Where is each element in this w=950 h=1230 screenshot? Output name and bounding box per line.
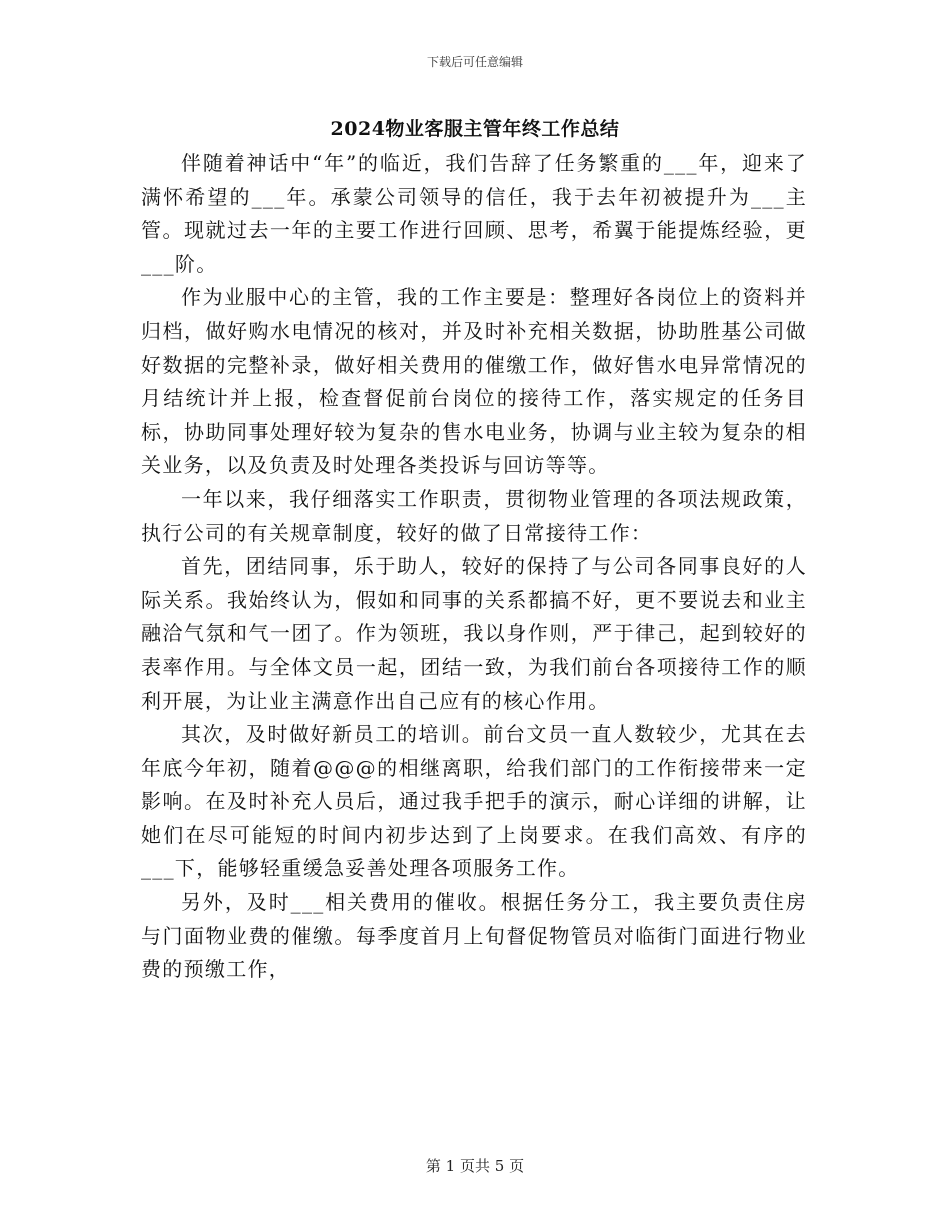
document-title: 2024物业客服主管年终工作总结: [330, 118, 620, 140]
paragraph-duties: 作为业服中心的主管，我的工作主要是：整理好各岗位上的资料并归档，做好购水电情况的核对，并及时补充相关数据，协助胜基公司做好数据的完整补录，做好相关费用的催缴工作，做好售水电异常情况的月结统计并上报，检查督促前台岗位的接待工作，落实规定的任务目标，协助同事处理好较为复杂的售水电业务，协调与业主较为复杂的相关业务，以及负责及时处理各类投诉与回访等等。: [141, 285, 807, 478]
paragraph-first: 首先，团结同事，乐于助人，较好的保持了与公司各同事良好的人际关系。我始终认为，假如和同事的关系都搞不好，更不要说去和业主融洽气氛和气一团了。作为领班，我以身作则，严于律己，起到较好的表率作用。与全体文员一起，团结一致，为我们前台各项接待工作的顺利开展，为让业主满意作出自己应有的核心作用。: [141, 554, 807, 713]
document-body: [141, 147, 807, 987]
header-note: 下载后可任意编辑: [426, 55, 523, 69]
paragraph-intro: 伴随着神话中“年”的临近，我们告辞了任务繁重的___年，迎来了满怀希望的___年。承蒙公司领导的信任，我于去年初被提升为___主管。现就过去一年的主要工作进行回顾、思考，希翼于能提炼经验，更___阶。: [141, 151, 807, 276]
paragraph-second: 其次，及时做好新员工的培训。前台文员一直人数较少，尤其在去年底今年初，随着@@@的相继离职，给我们部门的工作衔接带来一定影响。在及时补充人员后，通过我手把手的演示，耐心详细的讲解，让她们在尽可能短的时间内初步达到了上岗要求。在我们高效、有序的___下，能够轻重缓急妥善处理各项服务工作。: [141, 722, 807, 881]
paragraph-summary: 一年以来，我仔细落实工作职责，贯彻物业管理的各项法规政策，执行公司的有关规章制度，较好的做了日常接待工作：: [141, 486, 807, 545]
paragraph-third: 另外，及时___相关费用的催收。根据任务分工，我主要负责住房与门面物业费的催缴。每季度首月上旬督促物管员对临街门面进行物业费的预缴工作，: [141, 890, 807, 982]
page-number: 第 1 页共 5 页: [425, 1157, 525, 1175]
